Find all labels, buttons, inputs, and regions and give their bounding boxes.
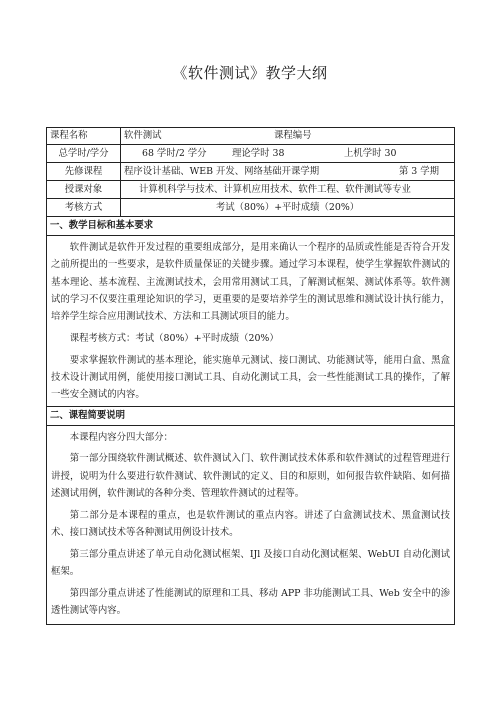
hours-row xyxy=(47,145,455,163)
section1-body-row xyxy=(47,236,455,407)
course-code-label: 课程编号 xyxy=(274,130,312,141)
audience-label: 授课对象 xyxy=(47,181,121,199)
document-title: 《软件测试》教学大纲 xyxy=(172,64,328,82)
section1-paragraph: 软件测试是软件开发过程的重要组成部分，是用来确认一个程序的品质或性能是否符合开发之前所提出的一些要求，是软件质量保证的关键步骤。通过学习本课程，使学生掌握软件测试的基本理论、基本流程、主流测试技术，会用常用测试工具，了解测试框架、测试体系等。软件测试的学习不仅要注重理论知识的学习，更重要的是要培养学生的测试思维和测试设计执行能力，培养学生综合应用测试技术、方法和工具测试项目的能力。 xyxy=(51,242,450,323)
audience-row xyxy=(47,181,455,199)
section2-paragraph: 第四部分重点讲述了性能测试的原理和工具、移动 APP 非功能测试工具、Web 安全中的渗透性测试等内容。 xyxy=(51,588,450,617)
hours-lab: 上机学时 30 xyxy=(344,147,397,159)
hours-total: 68 学时/2 学分 xyxy=(142,147,207,159)
section2-paragraph: 第二部分是本课程的重点，也是软件测试的重点内容。讲述了白盒测试技术、黑盒测试技术、接口测试技术等各种测试用例设计技术。 xyxy=(51,509,450,539)
prerequisite-cell xyxy=(121,163,455,181)
hours-theory: 理论学时 38 xyxy=(232,147,285,159)
section2-heading-row xyxy=(47,406,455,425)
prerequisite-row xyxy=(47,163,455,181)
hours-cell xyxy=(121,145,455,163)
section2-body-row xyxy=(47,425,455,624)
section1-paragraph: 课程考核方式：考试（80%）+平时成绩（20%） xyxy=(69,332,279,344)
prerequisite-value: 程序设计基础、WEB 开发、网络基础开课学期 xyxy=(124,165,320,177)
section2-paragraph: 第三部分重点讲述了单元自动化测试框架、IJl 及接口自动化测试框架、WebUI 自动化测试框架。 xyxy=(51,548,450,578)
course-name-value: 软件测试 xyxy=(124,130,162,141)
section1-heading-row xyxy=(47,217,455,236)
section2-paragraph: 第一部分围绕软件测试概述、软件测试入门、软件测试技术体系和软件测试的过程管理进行讲授，说明为什么要进行软件测试、软件测试的定义、目的和原则，如何报告软件缺陷、如何描述测试用例，软件测试的各种分类、管理软件测试的过程等。 xyxy=(51,453,450,500)
section2-paragraph: 本课程内容分四大部分： xyxy=(69,431,173,443)
section1-paragraph: 要求掌握软件测试的基本理论，能实施单元测试、接口测试、功能测试等，能用白盒、黑盒技术设计测试用例，能使用接口测试工具、自动化测试工具，会一些性能测试工具的操作，了解一些安全测试的内容。 xyxy=(51,354,450,401)
semester-value: 第 3 学期 xyxy=(398,165,439,177)
hours-label: 总学时/学分 xyxy=(47,145,121,163)
exam-value: 考试（80%）+平时成绩（20%） xyxy=(121,199,455,217)
exam-row xyxy=(47,199,455,217)
section2-body xyxy=(47,425,455,624)
prerequisite-label: 先修课程 xyxy=(47,163,121,181)
section2-heading: 二、课程简要说明 xyxy=(47,406,455,425)
course-name-label: 课程名称 xyxy=(47,128,121,145)
section1-body xyxy=(47,236,455,407)
course-name-row xyxy=(47,128,455,145)
audience-value: 计算机科学与技术、计算机应用技术、软件工程、软件测试等专业 xyxy=(121,181,455,199)
course-name-cell xyxy=(121,128,455,145)
section1-heading: 一、教学目标和基本要求 xyxy=(47,217,455,236)
exam-label: 考核方式 xyxy=(47,199,121,217)
syllabus-table xyxy=(46,127,455,625)
